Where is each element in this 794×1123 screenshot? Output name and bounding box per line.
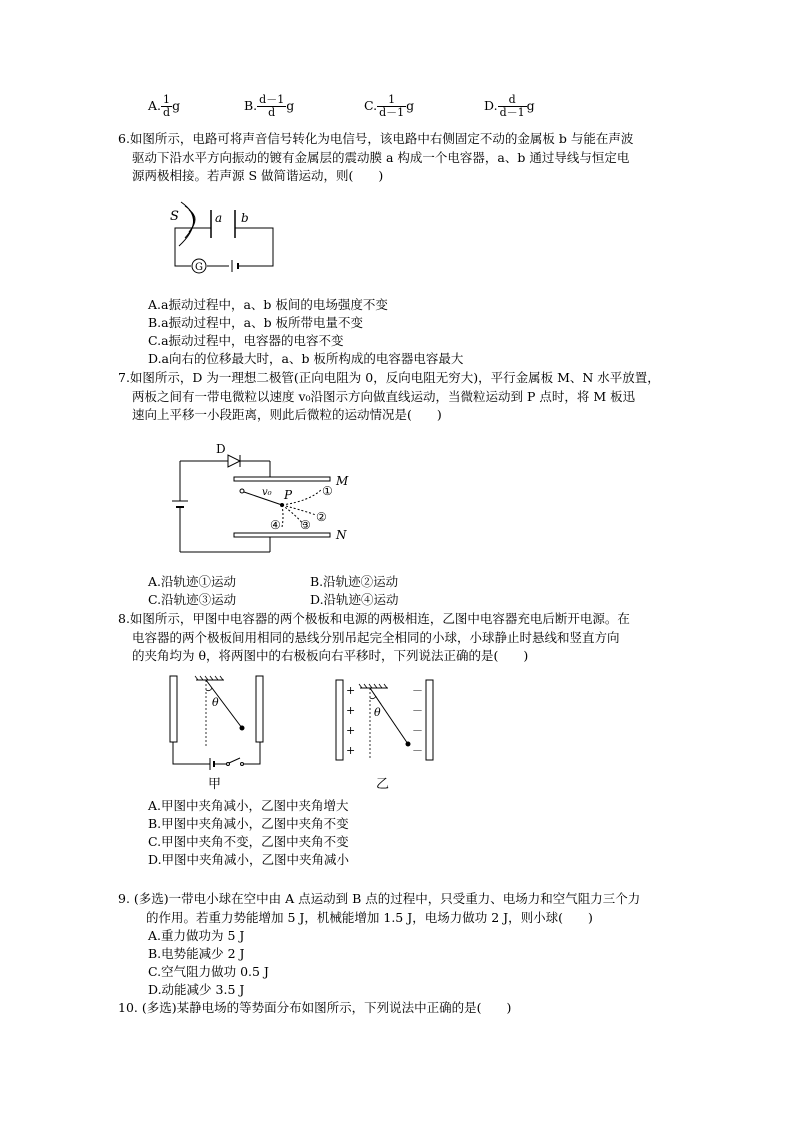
q8-yi-minus-3: － <box>412 724 423 737</box>
q7-label-2: ② <box>316 510 327 524</box>
q8-stem <box>118 610 703 666</box>
q8-figure-jia <box>150 670 285 795</box>
q8-option-c: C.甲图中夹角不变，乙图中夹角不变 <box>148 834 349 849</box>
q7-option-d: D.沿轨迹④运动 <box>310 592 399 607</box>
q9-stem <box>118 890 703 927</box>
q9-option-b: B.电势能减少 2 J <box>148 946 245 961</box>
q9-option-a: A.重力做功为 5 J <box>148 928 245 943</box>
q10-line1: 10. (多选)某静电场的等势面分布如图所示，下列说法中正确的是( ) <box>118 1000 512 1015</box>
q7-label-v0: v₀ <box>262 487 272 498</box>
q8-label-jia: 甲 <box>208 777 222 792</box>
q8-figure-yi <box>330 670 450 795</box>
q6-stem <box>118 130 703 186</box>
q7-line1: 7.如图所示，D 为一理想二极管(正向电阻为 0，反向电阻无穷大)，平行金属板 M、N 水平放置， <box>118 370 660 385</box>
q6-figure <box>165 198 285 278</box>
q6-option-a: A.a振动过程中，a、b 板间的电场强度不变 <box>148 297 388 312</box>
q8-option-a: A.甲图中夹角减小，乙图中夹角增大 <box>148 798 349 813</box>
q8-label-yi: 乙 <box>376 777 390 792</box>
q6-label-a: a <box>215 211 223 225</box>
q8-yi-theta: θ <box>374 706 381 719</box>
q7-label-3: ③ <box>300 518 311 532</box>
q7-label-1: ① <box>322 484 333 498</box>
q7-line2: 两板之间有一带电微粒以速度 v₀沿图示方向做直线运动，当微粒运动到 P 点时，将 M 板迅 <box>132 388 636 404</box>
q8-option-b: B.甲图中夹角减小，乙图中夹角不变 <box>148 816 349 831</box>
q5-option-c: C. $\frac{1}{d-1}$ g <box>364 93 415 119</box>
q6-option-c: C.a振动过程中，电容器的电容不变 <box>148 333 344 348</box>
q9-option-c: C.空气阻力做功 0.5 J <box>148 964 269 979</box>
q7-option-c: C.沿轨迹③运动 <box>148 592 237 607</box>
q7-line3: 速向上平移一小段距离，则此后微粒的运动情况是( ) <box>132 407 442 422</box>
q8-yi-plus-3: + <box>346 724 356 737</box>
q7-label-n: N <box>336 528 347 542</box>
q8-yi-minus-1: － <box>412 684 423 697</box>
q8-yi-plus-2: + <box>346 704 356 717</box>
q8-jia-theta: θ <box>212 696 219 709</box>
q5-option-b: B. $\frac{d-1}{d}$ g <box>244 93 295 119</box>
q9-option-d: D.动能减少 3.5 J <box>148 982 245 997</box>
q8-yi-minus-2: － <box>412 704 423 717</box>
q7-label-p: P <box>284 488 293 502</box>
q6-line2: 驱动下沿水平方向振动的镀有金属层的震动膜 a 构成一个电容器，a、b 通过导线与恒定电 <box>132 149 630 165</box>
q7-label-4: ④ <box>270 518 281 532</box>
q6-option-d: D.a向右的位移最大时，a、b 板所构成的电容器电容最大 <box>148 351 464 366</box>
q8-yi-plus-4: + <box>346 744 356 757</box>
q9-line2: 的作用。若重力势能增加 5 J，机械能增加 1.5 J，电场力做功 2 J，则小球( ) <box>146 909 593 925</box>
q6-label-b: b <box>241 211 249 225</box>
q7-label-d: D <box>216 442 226 456</box>
q8-line1: 8.如图所示，甲图中电容器的两个极板和电源的两极相连，乙图中电容器充电后断开电源。在 <box>118 611 630 626</box>
q10-stem <box>118 999 703 1018</box>
q9-line1: 9. (多选)一带电小球在空中由 A 点运动到 B 点的过程中，只受重力、电场力和空气阻力三个力 <box>118 891 641 906</box>
q5-option-a: A. $\frac{1}{d}$ g <box>148 93 181 119</box>
q7-stem <box>118 369 703 425</box>
q6-line1: 6.如图所示，电路可将声音信号转化为电信号，该电路中右侧固定不动的金属板 b 与能在声波 <box>118 131 634 146</box>
q8-yi-minus-4: － <box>412 744 423 757</box>
q8-line3: 的夹角均为 θ，将两图中的右极板向右平移时，下列说法正确的是( ) <box>132 648 529 663</box>
q6-line3: 源两极相接。若声源 S 做简谐运动，则( ) <box>132 168 384 183</box>
q6-label-s: S <box>170 209 179 224</box>
q8-line2: 电容器的两个极板间用相同的悬线分别吊起完全相同的小球，小球静止时悬线和竖直方向 <box>132 629 620 645</box>
q7-figure <box>170 437 370 562</box>
q7-option-b: B.沿轨迹②运动 <box>310 574 399 589</box>
q5-option-d: D. $\frac{d}{d-1}$ g <box>484 93 535 119</box>
q8-option-d: D.甲图中夹角减小，乙图中夹角减小 <box>148 852 350 867</box>
q6-label-g: G <box>195 262 203 273</box>
q7-option-a: A.沿轨迹①运动 <box>148 574 237 589</box>
q7-label-m: M <box>336 474 349 488</box>
q6-option-b: B.a振动过程中，a、b 板所带电量不变 <box>148 315 364 330</box>
q8-yi-plus-1: + <box>346 684 356 697</box>
